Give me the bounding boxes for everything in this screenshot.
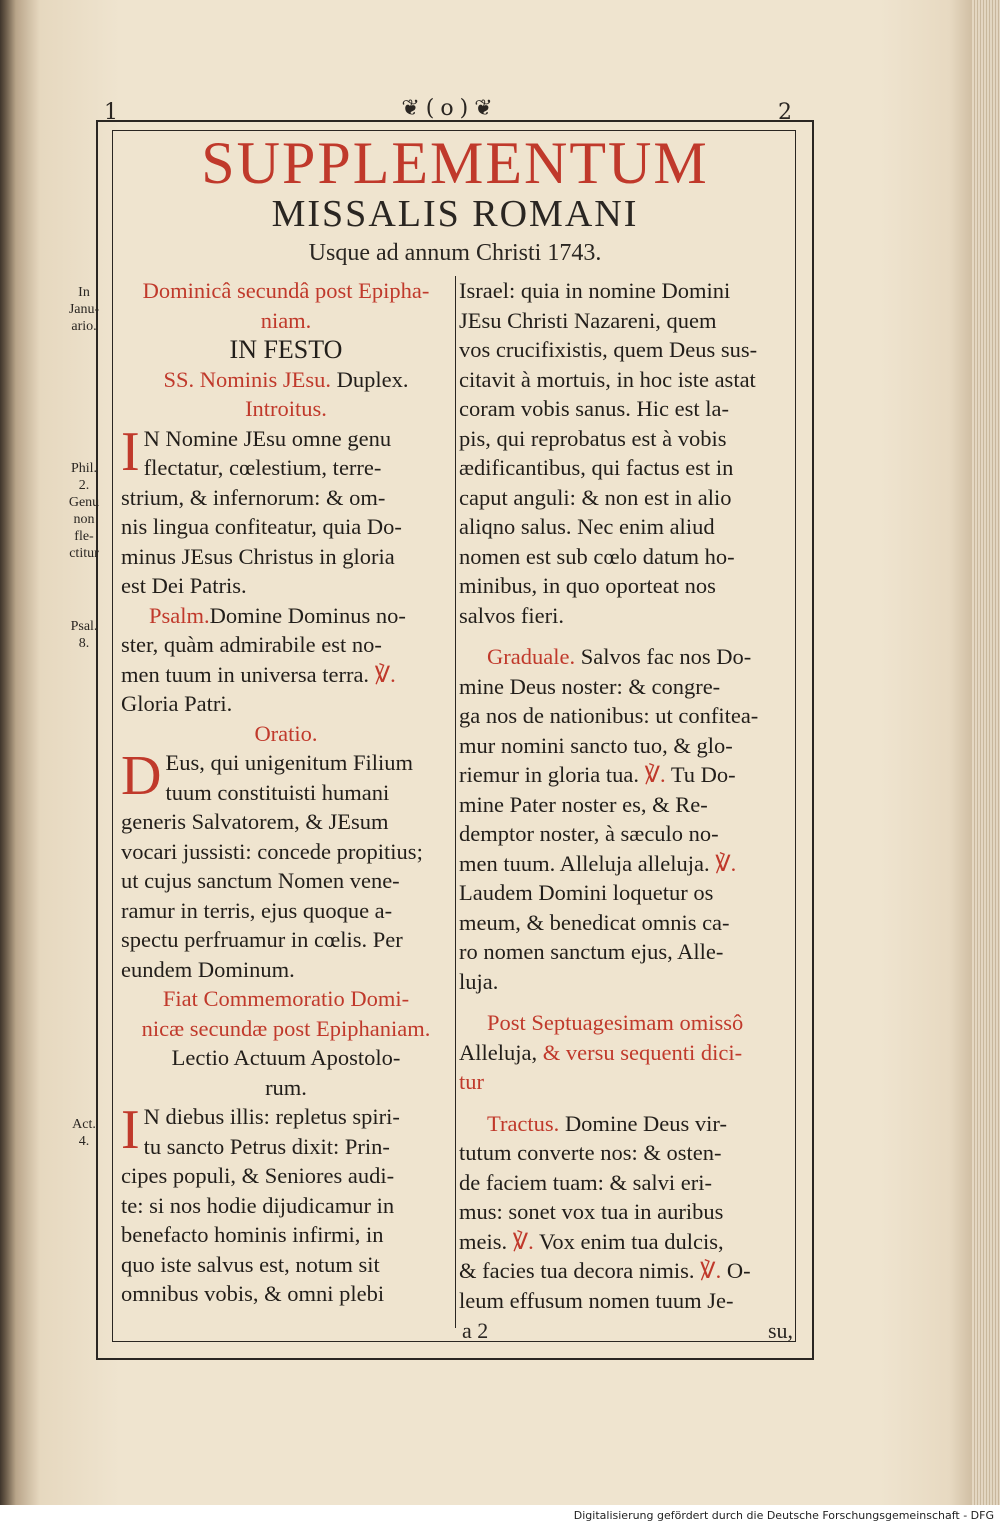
text-line: ramur in terris, ejus quoque a- bbox=[121, 897, 393, 923]
heading-in-festo: IN FESTO bbox=[229, 335, 343, 364]
text-span: Alleluja, bbox=[459, 1039, 538, 1065]
page-number-right: 2 bbox=[778, 100, 792, 125]
text-span: Alleluja alleluja. bbox=[559, 850, 710, 876]
versicle-mark: ℣. bbox=[374, 661, 396, 687]
text-line: mur nomini sancto tuo, & glo- bbox=[459, 732, 733, 758]
text-span: Vox enim tua dulcis, bbox=[539, 1228, 724, 1254]
text-line: minibus, in quo oporteat nos bbox=[459, 573, 716, 598]
right-column bbox=[459, 276, 789, 1315]
catchword: su, bbox=[768, 1318, 794, 1343]
text-line: benefacto hominis infirmi, in bbox=[121, 1222, 384, 1247]
text-line: ædificantibus, qui factus est in bbox=[459, 455, 734, 480]
text-line: nomen est sub cœlo datum ho- bbox=[459, 543, 735, 569]
signature-mark: a 2 bbox=[462, 1318, 489, 1343]
heading-dominica: Dominicâ secundâ post Epipha- bbox=[142, 278, 430, 303]
text-line: de faciem tuam: & salvi eri- bbox=[459, 1169, 713, 1195]
text-line: JEsu Christi Nazareni, quem bbox=[459, 307, 717, 333]
versicle-mark: ℣. bbox=[715, 850, 737, 876]
page-number-left: 1 bbox=[104, 100, 118, 125]
text-span: O- bbox=[726, 1258, 751, 1283]
dfg-credit: Digitalisierung gefördert durch die Deutsche Forschungsgemeinschaft - DFG bbox=[573, 1509, 994, 1522]
text-line: Israel: quia in nomine Domini bbox=[459, 278, 731, 303]
text-line: leum effusum nomen tuum Je- bbox=[459, 1287, 734, 1313]
text-line: est Dei Patris. bbox=[121, 573, 247, 598]
feast-rank: Duplex. bbox=[336, 366, 409, 392]
text-line: N Nomine JEsu omne genu bbox=[143, 425, 392, 451]
heading-introitus: Introitus. bbox=[245, 396, 327, 421]
lectio-heading: Lectio Actuum Apostolo- bbox=[171, 1045, 401, 1070]
left-column bbox=[121, 276, 451, 1309]
text-line: luja. bbox=[459, 968, 499, 994]
text-line: omnibus vobis, & omni plebi bbox=[121, 1281, 385, 1306]
text-line: ga nos de nationibus: ut confitea- bbox=[459, 703, 759, 728]
text-line: Laudem Domini loquetur os bbox=[459, 880, 714, 905]
oratio-text bbox=[121, 745, 451, 984]
graduale-label: Graduale. bbox=[487, 644, 576, 669]
text-line: mine Deus noster: & congre- bbox=[459, 673, 721, 699]
tractus-line bbox=[459, 1109, 789, 1139]
title-missalis: MISSALIS ROMANI bbox=[271, 193, 639, 235]
text-line: Domine Dominus no- bbox=[209, 602, 406, 628]
title-subtitle: Usque ad annum Christi 1743. bbox=[308, 240, 602, 266]
text-line: flectatur, cœlestium, terre- bbox=[143, 455, 382, 480]
text-line: salvos fieri. bbox=[459, 602, 564, 628]
text-line bbox=[121, 660, 451, 690]
lectio-text bbox=[121, 1099, 451, 1309]
text-span: Salvos fac nos Do- bbox=[580, 644, 752, 669]
text-line: citavit à mortuis, in hoc iste astat bbox=[459, 366, 756, 392]
text-line: eundem Dominum. bbox=[121, 956, 295, 982]
margin-note-january: In Janu- ario. bbox=[68, 285, 100, 334]
text-line: vos crucifixistis, quem Deus sus- bbox=[459, 337, 758, 362]
drop-cap-i: I bbox=[121, 420, 140, 483]
text-line: caput anguli: & non est in alio bbox=[459, 484, 732, 510]
title-supplementum: SUPPLEMENTUM bbox=[201, 130, 709, 196]
introitus-text bbox=[121, 420, 451, 601]
text-line: vocari jussisti: concede propitius; bbox=[121, 838, 423, 864]
feast-name: SS. Nominis JEsu. bbox=[163, 366, 332, 392]
heading-feast bbox=[121, 365, 451, 395]
text-line: N diebus illis: repletus spiri- bbox=[143, 1104, 400, 1129]
heading-dominica-cont: niam. bbox=[260, 307, 312, 333]
text-span: men tuum in universa terra. bbox=[121, 661, 370, 687]
text-line: nis lingua confiteatur, quia Do- bbox=[121, 514, 402, 539]
text-span: men tuum. bbox=[459, 850, 556, 876]
lectio-heading: rum. bbox=[265, 1074, 307, 1100]
text-span: meis. bbox=[459, 1228, 508, 1254]
text-line: spectu perfruamur in cœlis. Per bbox=[121, 927, 403, 952]
versicle-mark: ℣. bbox=[644, 762, 666, 787]
spacer bbox=[459, 996, 789, 1008]
text-line: ster, quàm admirabile est no- bbox=[121, 632, 382, 657]
heading-oratio: Oratio. bbox=[254, 720, 318, 746]
text-span: Tu Do- bbox=[670, 762, 736, 787]
text-line: ut cujus sanctum Nomen vene- bbox=[121, 868, 400, 893]
column-divider bbox=[455, 276, 456, 1328]
text-line: Gloria Patri. bbox=[121, 691, 233, 716]
tractus-label: Tractus. bbox=[487, 1110, 560, 1136]
commemoratio-line: Fiat Commemoratio Domi- bbox=[162, 986, 410, 1011]
text-line: tutum converte nos: & osten- bbox=[459, 1140, 722, 1165]
commemoratio-line: nicæ secundæ post Epiphaniam. bbox=[141, 1015, 431, 1041]
text-line: strium, & infernorum: & om- bbox=[121, 484, 386, 510]
text-line: aliqno salus. Nec enim aliud bbox=[459, 514, 715, 539]
text-span: ro nomen sanctum ejus, bbox=[459, 939, 673, 964]
header-ornament-text: (o) bbox=[425, 96, 475, 121]
text-line bbox=[459, 1227, 789, 1257]
text-line: cipes populi, & Seniores audi- bbox=[121, 1163, 395, 1188]
drop-cap-i-lectio: I bbox=[121, 1099, 140, 1161]
header-ornament: ❦(o)❦ bbox=[401, 96, 499, 121]
text-line: demptor noster, à sæculo no- bbox=[459, 821, 719, 846]
text-line: meum, & benedicat omnis ca- bbox=[459, 909, 730, 935]
text-line: minus JEsus Christus in gloria bbox=[121, 543, 395, 569]
psalm-line bbox=[121, 601, 451, 631]
text-span: Alle- bbox=[677, 939, 724, 964]
spacer bbox=[459, 630, 789, 642]
text-line: coram vobis sanus. Hic est la- bbox=[459, 396, 729, 421]
drop-cap-d: D bbox=[121, 745, 162, 807]
margin-note-acts: Act. 4. bbox=[72, 1117, 96, 1149]
spacer bbox=[459, 1097, 789, 1109]
text-line: mine Pater noster es, & Re- bbox=[459, 791, 708, 817]
graduale-line bbox=[459, 642, 789, 672]
rubric-line: Post Septuagesimam omissô bbox=[487, 1010, 744, 1035]
text-line: mus: sonet vox tua in auribus bbox=[459, 1199, 724, 1224]
text-line: pis, qui reprobatus est à vobis bbox=[459, 425, 727, 451]
text-line: Eus, qui unigenitum Filium bbox=[165, 750, 413, 775]
text-line bbox=[459, 1256, 789, 1286]
text-line: quo iste salvus est, notum sit bbox=[121, 1251, 380, 1277]
text-line: generis Salvatorem, & JEsum bbox=[121, 809, 389, 834]
text-line: tuum constituisti humani bbox=[165, 779, 390, 805]
text-span: Domine Deus vir- bbox=[564, 1110, 727, 1136]
rubric-line: tur bbox=[459, 1069, 484, 1094]
text-line bbox=[459, 760, 789, 790]
text-line bbox=[459, 849, 789, 879]
text-line: te: si nos hodie dijudicamur in bbox=[121, 1192, 395, 1218]
book-page-edges bbox=[972, 0, 1000, 1505]
versicle-mark: ℣. bbox=[700, 1258, 722, 1283]
text-span: & versu sequenti dici- bbox=[542, 1039, 743, 1065]
rubric-line bbox=[459, 1038, 789, 1068]
margin-note-psalm: Psal. 8. bbox=[70, 619, 98, 651]
versicle-mark: ℣. bbox=[512, 1228, 534, 1254]
text-line bbox=[459, 937, 789, 967]
text-span: riemur in gloria tua. bbox=[459, 762, 639, 787]
margin-note-phil: Phil. 2. Genu non fle- ctitur bbox=[68, 461, 100, 561]
psalm-label: Psalm. bbox=[149, 602, 210, 628]
text-span: & facies tua decora nimis. bbox=[459, 1258, 695, 1283]
text-line: tu sancto Petrus dixit: Prin- bbox=[143, 1133, 390, 1159]
